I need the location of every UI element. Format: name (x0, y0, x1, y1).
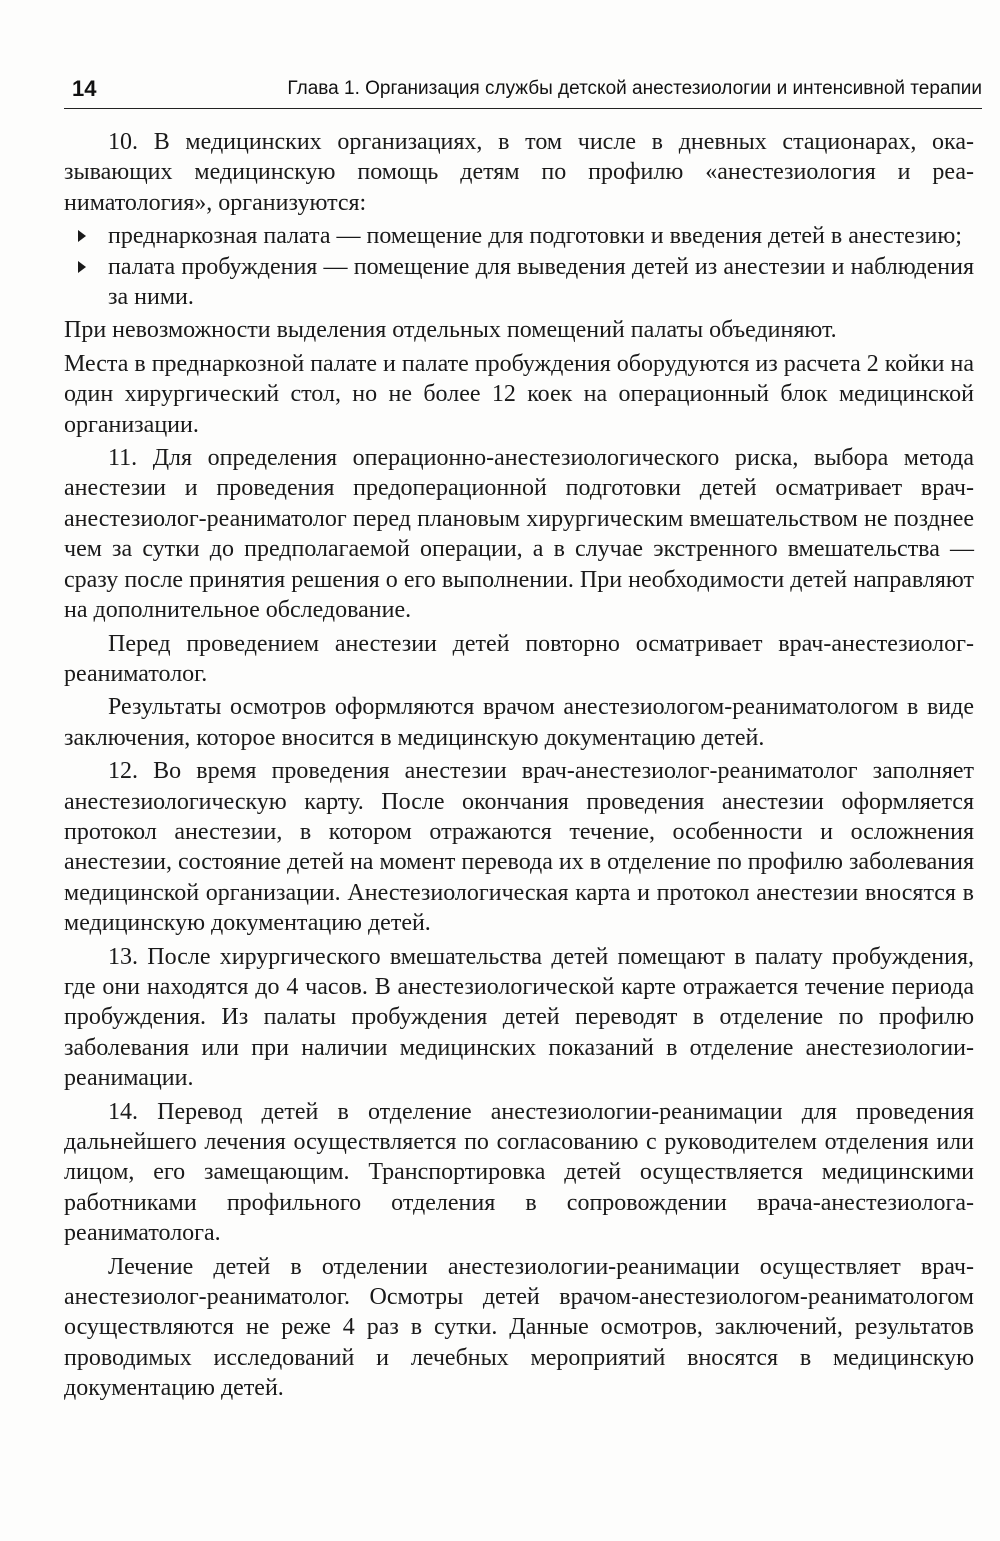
triangle-bullet-icon (78, 230, 86, 242)
paragraph-repeat-exam: Перед проведением анестезии детей повторно осматривает врач-анестезиолог-реаниматолог. (64, 630, 974, 687)
paragraph-item-11: 11. Для определения операционно-анестезиологического риска, выбора метода анестезии и проведения предоперационной подготовки детей осматривает врач-анестезиолог-реаниматолог перед плановым хирургическим вмешательством не позднее чем за сутки до предполагаемой операции, а в случае экстренного вмешательства — сразу после принятия решения о его выполнении. При необходимости детей направляют на дополнительное обследование. (64, 445, 974, 624)
bullet-list (64, 221, 974, 312)
triangle-bullet-icon (78, 261, 86, 273)
bullet-item-preanesthesia-ward (64, 221, 974, 251)
body-text (64, 127, 974, 1407)
paragraph-icu-treatment: Лечение детей в отделении анестезиологии-реанимации осуществляет врач-анестезиолог-реаниматолог. Осмотры детей врачом-анестезиологом-реаниматологом осуществляются не реже 4 раз в сутки. Данные осмотров, заключений, результатов проводимых исследований и лечебных мероприятий вносятся в медицинскую документацию детей. (64, 1253, 974, 1402)
bullet-text: преднаркозная палата — помещение для подготовки и введения детей в анестезию; (108, 223, 962, 250)
bullet-text: палата пробуждения — помещение для выведения детей из анестезии и наблюдения за ними. (108, 253, 974, 311)
paragraph-item-13: 13. После хирургического вмешательства детей помещают в палату пробуждения, где они находятся до 4 часов. В анестезиологической карте отражается течение периода пробуждения. Из палаты пробуждения детей переводят в отделение по профилю заболевания или при наличии медицинских показаний в отделение анестезиологии-реанимации. (64, 943, 974, 1092)
paragraph-wards-combined: При невозможности выделения отдельных помещений палаты объединяют. (64, 317, 837, 344)
paragraph-item-14: 14. Перевод детей в отделение анестезиологии-реанимации для проведения дальнейшего лечения осуществляется по согласованию с руководителем отделения или лицом, его замещающим. Транспортировка детей осуществляется медицинскими работниками профильного отделения в сопровождении врача-анестезиолога-реаниматолога. (64, 1098, 974, 1247)
running-header (64, 68, 982, 109)
paragraph-beds-ratio: Места в преднаркозной палате и палате пробуждения оборудуются из расчета 2 койки на один хирургический стол, но не более 12 коек на операционный блок медицинской организации. (64, 350, 975, 438)
paragraph-exam-results: Результаты осмотров оформляются врачом анестезиологом-реаниматологом в виде заключения, которое вносится в медицинскую документацию детей. (64, 694, 974, 751)
page-number: 14 (72, 76, 97, 101)
chapter-title: Глава 1. Организация службы детской анестезиологии и интенсивной терапии (287, 78, 982, 99)
bullet-item-recovery-ward (64, 252, 974, 313)
paragraph-item-12: 12. Во время проведения анестезии врач-анестезиолог-реаниматолог заполняет анестезиологическую карту. После окончания проведения анестезии оформляется протокол анестезии, в котором отражаются течение, особенности и осложнения анестезии, состояние детей на момент перевода их в отделение по профилю заболевания медицинской организации. Анестезиологическая карта и протокол анестезии вносятся в медицинскую документацию детей. (64, 758, 974, 937)
paragraph-item-10: 10. В медицинских организациях, в том числе в дневных стационарах, оказывающих медицинскую помощь детям по профилю «анестезиология и реаниматология», организуются: (64, 129, 974, 216)
